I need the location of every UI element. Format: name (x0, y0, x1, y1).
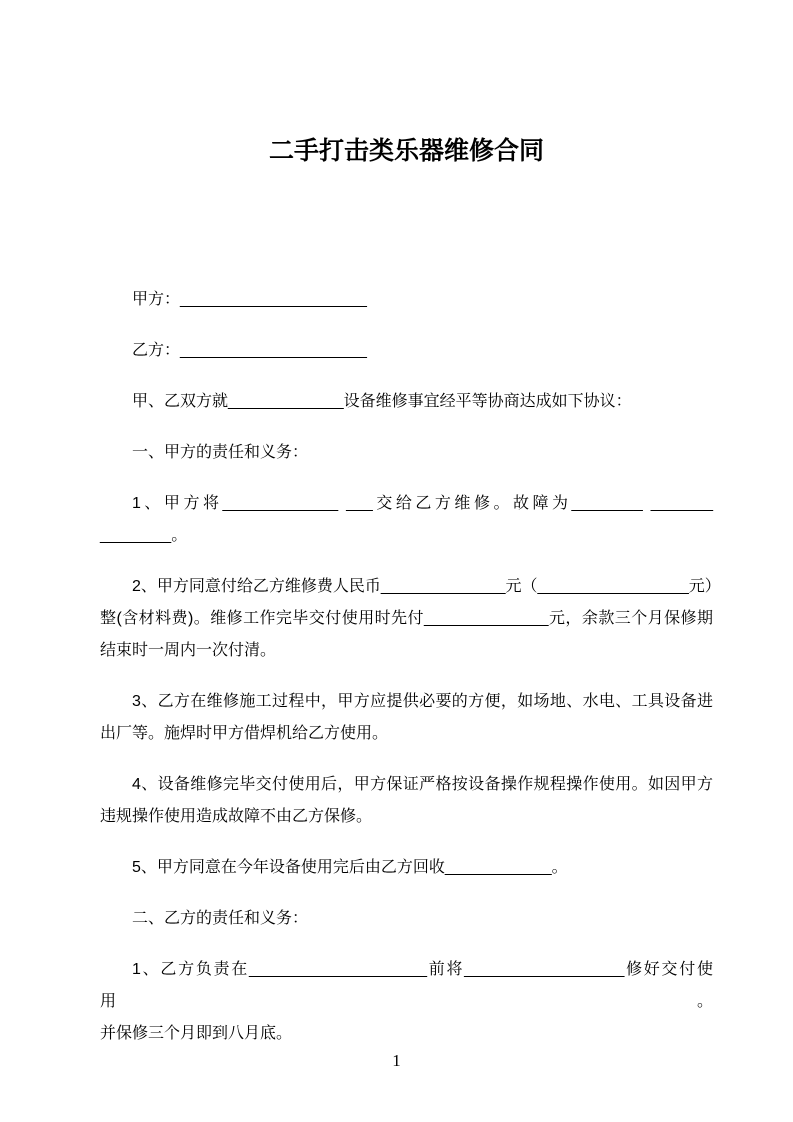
intro-text: 甲、乙双方就_____________设备维修事宜经平等协商达成如下协议： (132, 393, 632, 410)
clause-2-1 (100, 954, 713, 1050)
clause-1-2-line-3: 结束时一周内一次付清。 (100, 642, 277, 659)
party-a-label-blank: 甲方：_____________________ (132, 291, 367, 308)
section1-heading-text: 一、甲方的责任和义务： (132, 444, 309, 461)
contract-title: 二手打击类乐器维修合同 (268, 137, 544, 165)
party-b-line (100, 335, 713, 367)
section2-heading (100, 903, 713, 935)
clause-1-4-line-2: 违规操作使用造成故障不由乙方保修。 (100, 808, 373, 825)
clause-1-2 (100, 571, 721, 667)
clause-1-2-line-2: 整(含材料费)。维修工作完毕交付使用时先付______________元，余款三个月保修期 (100, 610, 713, 627)
clause-1-3-line-2: 出厂等。施焊时甲方借焊机给乙方使用。 (100, 725, 389, 742)
party-a-line (100, 284, 713, 316)
clause-1-1 (100, 488, 713, 552)
clause-1-3 (100, 686, 713, 750)
clause-1-1-line-1: 1、甲方将_____________ ___交给乙方维修。故障为________ _______ (132, 495, 713, 512)
clause-1-2-line-1: 2、甲方同意付给乙方维修费人民币______________元（_________________元） (132, 578, 721, 595)
section2-heading-text: 二、乙方的责任和义务： (132, 910, 309, 927)
page-number: 1 (392, 1051, 401, 1070)
intro-paragraph (100, 386, 713, 418)
party-b-label-blank: 乙方：_____________________ (132, 342, 367, 359)
clause-1-5-line-1: 5、甲方同意在今年设备使用完后由乙方回收____________。 (132, 859, 568, 876)
clause-2-1-line-2: 并保修三个月即到八月底。 (100, 1025, 293, 1042)
clause-1-1-line-2: ________。 (100, 527, 188, 544)
clause-1-4 (100, 769, 713, 833)
section1-heading (100, 437, 713, 469)
clause-1-3-line-1: 3、乙方在维修施工过程中，甲方应提供必要的方便，如场地、水电、工具设备进 (132, 693, 713, 710)
clause-1-4-line-1: 4、设备维修完毕交付使用后，甲方保证严格按设备操作规程操作使用。如因甲方 (132, 776, 713, 793)
clause-1-5 (100, 852, 713, 884)
clause-2-1-line-1: 1、乙方负责在____________________前将__________________修好交付使用。 (100, 961, 713, 1010)
